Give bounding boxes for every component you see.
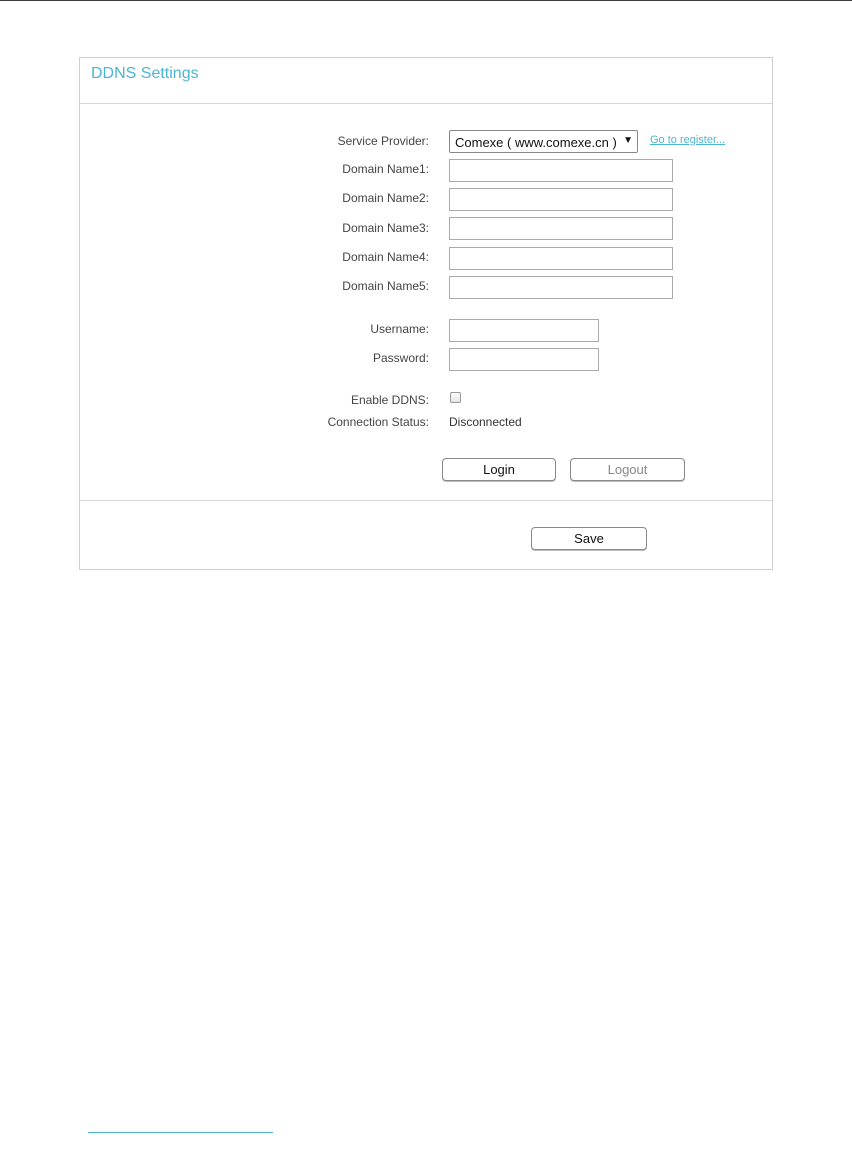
domain-name4-label: Domain Name4: (342, 250, 429, 264)
password-label: Password: (372, 351, 429, 365)
domain-name2-label: Domain Name2: (342, 191, 429, 205)
go-to-register-link[interactable]: Go to register... (650, 134, 726, 146)
service-provider-selected-value: Comexe ( www.comexe.cn ) (455, 135, 617, 150)
footer-divider (80, 500, 772, 501)
header-divider (80, 103, 772, 104)
domain-name5-input[interactable] (449, 276, 673, 299)
enable-ddns-checkbox[interactable] (450, 392, 461, 403)
login-button[interactable]: Login (442, 458, 556, 481)
username-label: Username: (370, 322, 429, 336)
username-input[interactable] (449, 319, 599, 342)
panel-title: DDNS Settings (91, 65, 199, 82)
domain-name4-input[interactable] (449, 247, 673, 270)
footer-rule (88, 1132, 273, 1133)
domain-name1-label: Domain Name1: (342, 162, 429, 176)
enable-ddns-label: Enable DDNS: (350, 393, 429, 407)
ddns-settings-panel (79, 57, 773, 570)
logout-button[interactable]: Logout (570, 458, 685, 481)
triangle-down-icon: ▼ (623, 135, 633, 146)
connection-status-label: Connection Status: (327, 415, 429, 429)
domain-name3-label: Domain Name3: (342, 221, 429, 235)
domain-name1-input[interactable] (449, 159, 673, 182)
save-button[interactable]: Save (531, 527, 647, 550)
service-provider-select[interactable] (449, 130, 638, 153)
domain-name2-input[interactable] (449, 188, 673, 211)
connection-status-value: Disconnected (449, 415, 522, 429)
top-rule (0, 0, 852, 1)
service-provider-label: Service Provider: (337, 134, 429, 148)
domain-name3-input[interactable] (449, 217, 673, 240)
domain-name5-label: Domain Name5: (342, 279, 429, 293)
password-input[interactable] (449, 348, 599, 371)
